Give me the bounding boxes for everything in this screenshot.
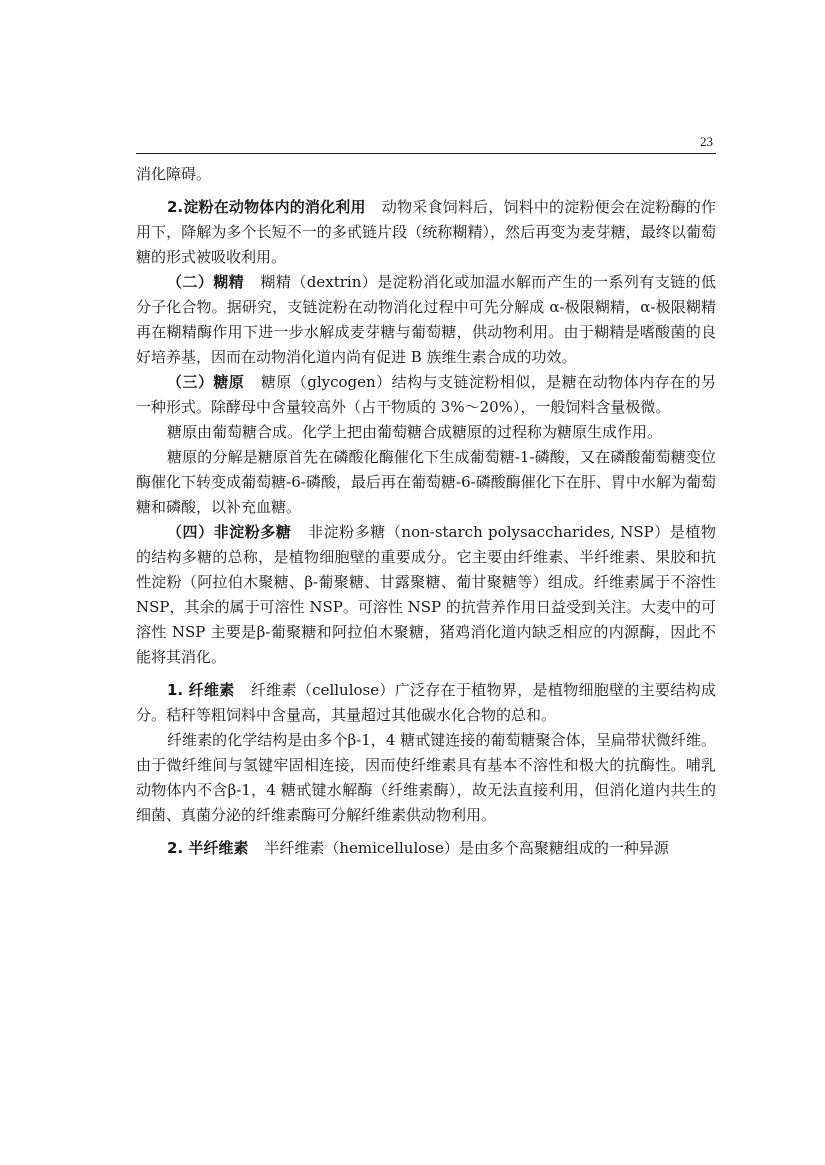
paragraph-glycogen (136, 370, 716, 420)
paragraph-text: 糖原由葡萄糖合成。化学上把由葡萄糖合成糖原的过程称为糖原生成作用。 (167, 423, 663, 441)
paragraph-starch-digestion (136, 195, 716, 270)
paragraph (136, 445, 716, 520)
paragraph-nsp (136, 520, 716, 670)
paragraph-hemicellulose (136, 836, 716, 861)
paragraph-cellulose (136, 678, 716, 728)
section-heading: 2. 半纤维素 (167, 839, 249, 857)
paragraph-text: 消化障碍。 (136, 165, 212, 183)
paragraph-text: 糖原（glycogen）结构与支链淀粉相似，是糖在动物体内存在的另一种形式。除酵母中含量较高外（占干物质的 3%～20%），一般饲料含量极微。 (136, 373, 716, 416)
paragraph-dextrin (136, 270, 716, 370)
paragraph-text: 纤维素（cellulose）广泛存在于植物界，是植物细胞壁的主要结构成分。秸秆等粗饲料中含量高，其量超过其他碳水化合物的总和。 (136, 681, 716, 724)
section-heading: （二）糊精 (167, 273, 245, 291)
section-heading: 2.淀粉在动物体内的消化利用 (167, 198, 366, 216)
paragraph-text: 半纤维素（hemicellulose）是由多个高聚糖组成的一种异源 (264, 839, 669, 857)
section-heading: （三）糖原 (167, 373, 245, 391)
paragraph-text: 糖原的分解是糖原首先在磷酸化酶催化下生成葡萄糖-1-磷酸，又在磷酸葡萄糖变位酶催化下转变成葡萄糖-6-磷酸，最后再在葡萄糖-6-磷酸酶催化下在肝、胃中水解为葡萄糖和磷酸，以补充血糖。 (136, 448, 716, 516)
paragraph-text: 纤维素的化学结构是由多个β-1，4 糖甙键连接的葡萄糖聚合体，呈扁带状微纤维。由于微纤维间与氢键牢固相连接，因而使纤维素具有基本不溶性和极大的抗酶性。哺乳动物体内不含β-1，4 糖甙键水解酶（纤维素酶），故无法直接利用，但消化道内共生的细菌、真菌分泌的纤维素酶可分解纤维素供动物利用。 (136, 731, 716, 824)
paragraph (136, 420, 716, 445)
page-number: 23 (700, 134, 713, 149)
section-heading: 1. 纤维素 (167, 681, 235, 699)
section-heading: （四）非淀粉多糖 (167, 523, 292, 541)
paragraph (136, 728, 716, 828)
paragraph-text: 糊精（dextrin）是淀粉消化或加温水解而产生的一系列有支链的低分子化合物。据研究，支链淀粉在动物消化过程中可先分解成 α-极限糊精，α-极限糊精再在糊精酶作用下进一步水解成麦芽糖与葡萄糖，供动物利用。由于糊精是嗜酸菌的良好培养基，因而在动物消化道内尚有促进 B 族维生素合成的功效。 (136, 273, 716, 366)
paragraph-text: 动物采食饲料后，饲料中的淀粉便会在淀粉酶的作用下，降解为多个长短不一的多甙链片段（统称糊精），然后再变为麦芽糖，最终以葡萄糖的形式被吸收利用。 (136, 198, 716, 266)
body-text (136, 162, 716, 861)
header-rule (136, 153, 716, 154)
paragraph (136, 162, 716, 187)
paragraph-text: 非淀粉多糖（non-starch polysaccharides, NSP）是植物的结构多糖的总称，是植物细胞壁的重要成分。它主要由纤维素、半纤维素、果胶和抗性淀粉（阿拉伯木聚糖、β-葡聚糖、甘露聚糖、葡甘聚糖等）组成。纤维素属于不溶性 NSP，其余的属于可溶性 NSP。可溶性 NSP 的抗营养作用日益受到关注。大麦中的可溶性 NSP 主要是β-葡聚糖和阿拉伯木聚糖，猪鸡消化道内缺乏相应的内源酶，因此不能将其消化。 (136, 523, 716, 666)
